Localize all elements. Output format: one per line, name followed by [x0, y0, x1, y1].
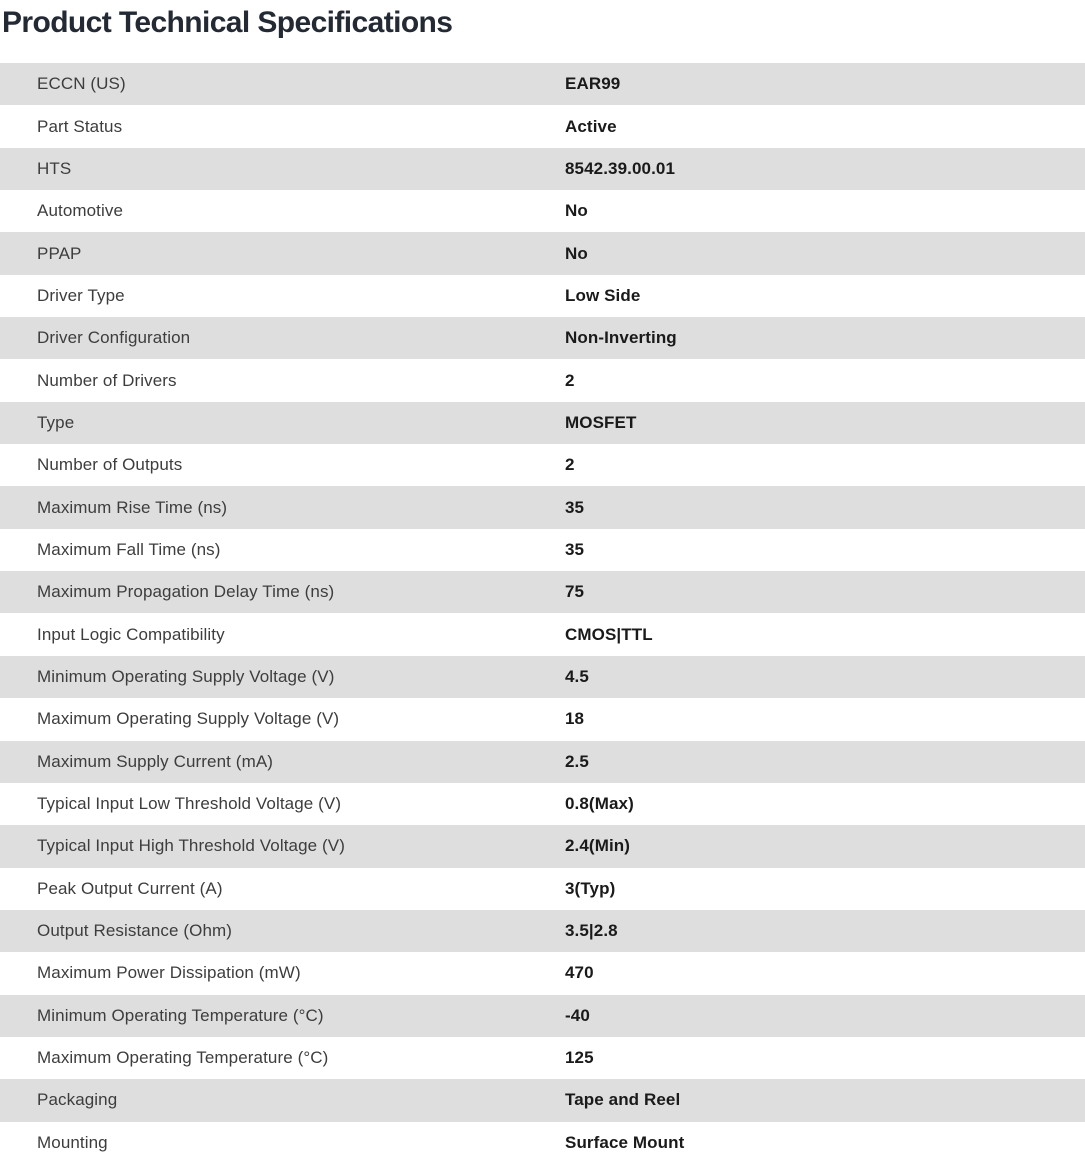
spec-label: Input Logic Compatibility	[37, 624, 225, 644]
spec-row	[0, 148, 1085, 190]
spec-row	[0, 1122, 1085, 1164]
spec-row	[0, 359, 1085, 401]
spec-row	[0, 529, 1085, 571]
spec-label: Maximum Supply Current (mA)	[37, 751, 274, 771]
spec-row	[0, 613, 1085, 655]
spec-value: Tape and Reel	[565, 1090, 681, 1110]
spec-label: Output Resistance (Ohm)	[37, 921, 233, 941]
spec-label: Automotive	[37, 201, 124, 221]
spec-value: -40	[565, 1005, 590, 1025]
spec-label: ECCN (US)	[37, 74, 126, 94]
spec-label: HTS	[37, 158, 72, 178]
spec-value: 8542.39.00.01	[565, 158, 676, 178]
spec-value: MOSFET	[565, 412, 637, 432]
spec-row	[0, 868, 1085, 910]
spec-row	[0, 571, 1085, 613]
spec-value: No	[565, 201, 588, 221]
spec-value: 18	[565, 709, 585, 729]
spec-label: Maximum Fall Time (ns)	[37, 539, 221, 559]
spec-value: 3.5|2.8	[565, 921, 618, 941]
spec-row	[0, 317, 1085, 359]
spec-value: 2	[565, 370, 575, 390]
spec-value: 2.4(Min)	[565, 836, 631, 856]
spec-value: 75	[565, 582, 585, 602]
spec-value: Active	[565, 116, 617, 136]
spec-label: Typical Input High Threshold Voltage (V)	[37, 836, 345, 856]
spec-row	[0, 486, 1085, 528]
spec-value: CMOS|TTL	[565, 624, 653, 644]
spec-value: 2.5	[565, 751, 589, 771]
spec-row	[0, 63, 1085, 105]
spec-value: 470	[565, 963, 594, 983]
spec-label: Maximum Rise Time (ns)	[37, 497, 228, 517]
spec-value: 35	[565, 497, 585, 517]
spec-value: Non-Inverting	[565, 328, 677, 348]
spec-value: 3(Typ)	[565, 878, 616, 898]
spec-label: Number of Drivers	[37, 370, 177, 390]
spec-row	[0, 952, 1085, 994]
spec-row	[0, 1079, 1085, 1121]
spec-label: Driver Configuration	[37, 328, 191, 348]
spec-label: Typical Input Low Threshold Voltage (V)	[37, 794, 342, 814]
spec-value: 4.5	[565, 666, 589, 686]
spec-row	[0, 995, 1085, 1037]
spec-value: 125	[565, 1048, 594, 1068]
spec-value: Low Side	[565, 285, 641, 305]
spec-row	[0, 232, 1085, 274]
spec-value: No	[565, 243, 588, 263]
spec-value: 2	[565, 455, 575, 475]
spec-label: Minimum Operating Supply Voltage (V)	[37, 666, 335, 686]
spec-value: 0.8(Max)	[565, 794, 634, 814]
spec-label: Maximum Operating Supply Voltage (V)	[37, 709, 340, 729]
spec-row	[0, 910, 1085, 952]
specs-table	[0, 63, 1085, 1164]
spec-label: Packaging	[37, 1090, 118, 1110]
spec-row	[0, 275, 1085, 317]
spec-row	[0, 741, 1085, 783]
page-title: Product Technical Specifications	[2, 6, 453, 39]
spec-label: Part Status	[37, 116, 123, 136]
spec-label: Number of Outputs	[37, 455, 183, 475]
spec-label: Maximum Propagation Delay Time (ns)	[37, 582, 335, 602]
spec-label: Mounting	[37, 1132, 108, 1152]
spec-row	[0, 698, 1085, 740]
spec-label: Maximum Power Dissipation (mW)	[37, 963, 301, 983]
spec-row	[0, 1037, 1085, 1079]
spec-label: PPAP	[37, 243, 82, 263]
spec-row	[0, 444, 1085, 486]
spec-label: Maximum Operating Temperature (°C)	[37, 1048, 329, 1068]
spec-row	[0, 783, 1085, 825]
spec-value: Surface Mount	[565, 1132, 685, 1152]
spec-row	[0, 190, 1085, 232]
spec-label: Peak Output Current (A)	[37, 878, 223, 898]
spec-value: EAR99	[565, 74, 621, 94]
spec-label: Type	[37, 412, 75, 432]
spec-row	[0, 402, 1085, 444]
spec-label: Minimum Operating Temperature (°C)	[37, 1005, 324, 1025]
spec-value: 35	[565, 539, 585, 559]
spec-row	[0, 105, 1085, 147]
spec-label: Driver Type	[37, 285, 125, 305]
spec-row	[0, 656, 1085, 698]
spec-row	[0, 825, 1085, 867]
